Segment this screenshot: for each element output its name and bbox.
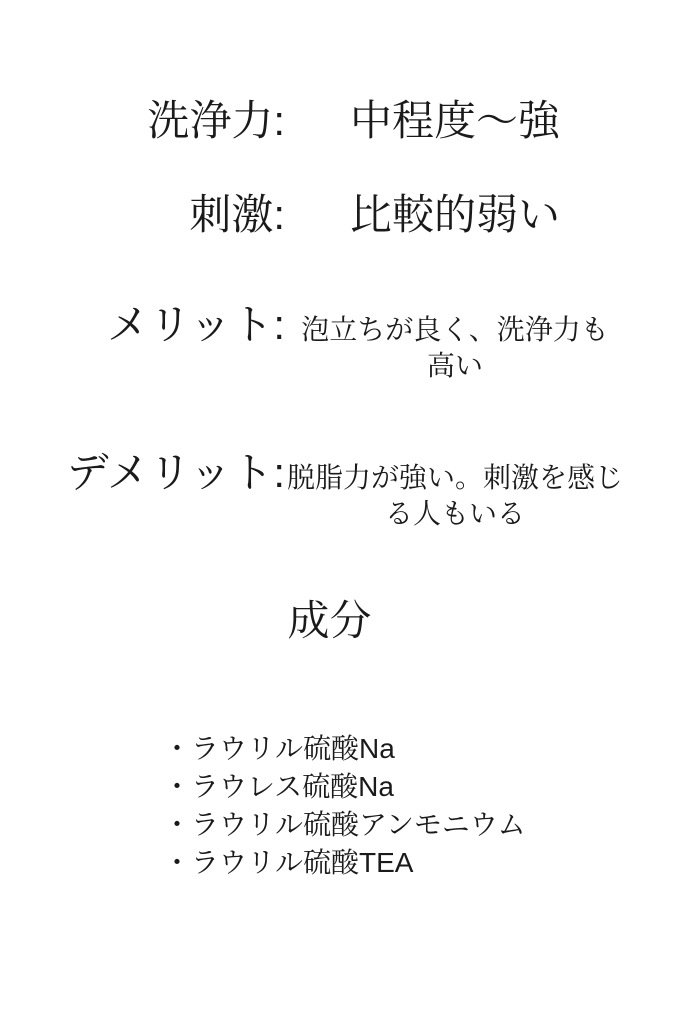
ingredients-list: [163, 730, 526, 882]
ingredient-name: ラウリル硫酸Na: [191, 733, 395, 764]
cleaning-power-value: [285, 96, 625, 146]
demerit-value: [285, 460, 625, 533]
merit-value: [285, 312, 625, 385]
list-item: [163, 768, 526, 806]
demerit-value-line-2: る人もいる: [384, 498, 525, 530]
spec-row-irritation: [0, 190, 625, 240]
spec-row-cleaning-power: [0, 96, 625, 146]
spec-row-demerit: [0, 448, 625, 533]
bullet-glyph: ・: [163, 733, 192, 764]
merit-value-line-2: 高い: [426, 350, 483, 382]
spec-row-merit: [0, 300, 625, 385]
irritation-label: 刺激:: [189, 191, 285, 238]
list-item: [163, 806, 526, 844]
cleaning-power-label: 洗浄力:: [147, 97, 285, 144]
bullet-glyph: ・: [163, 809, 192, 840]
demerit-value-line-1: 脱脂力が強い。刺激を感じ: [286, 462, 623, 493]
ingredient-name: ラウリル硫酸アンモニウム: [191, 809, 526, 840]
ingredients-heading: 成分: [287, 597, 372, 644]
demerit-label: デメリット:: [66, 449, 285, 496]
ingredient-name: ラウレス硫酸Na: [191, 771, 394, 802]
merit-label: メリット:: [107, 301, 285, 348]
irritation-value: [285, 190, 625, 240]
list-item: [163, 844, 526, 882]
ingredient-name: ラウリル硫酸TEA: [191, 847, 414, 878]
irritation-value-line: 比較的弱い: [349, 191, 560, 238]
merit-value-line-1: 泡立ちが良く、洗浄力も: [301, 314, 609, 345]
bullet-glyph: ・: [163, 771, 192, 802]
cleaning-power-value-line: 中程度〜強: [349, 97, 560, 144]
bullet-glyph: ・: [163, 847, 192, 878]
list-item: [163, 730, 526, 768]
